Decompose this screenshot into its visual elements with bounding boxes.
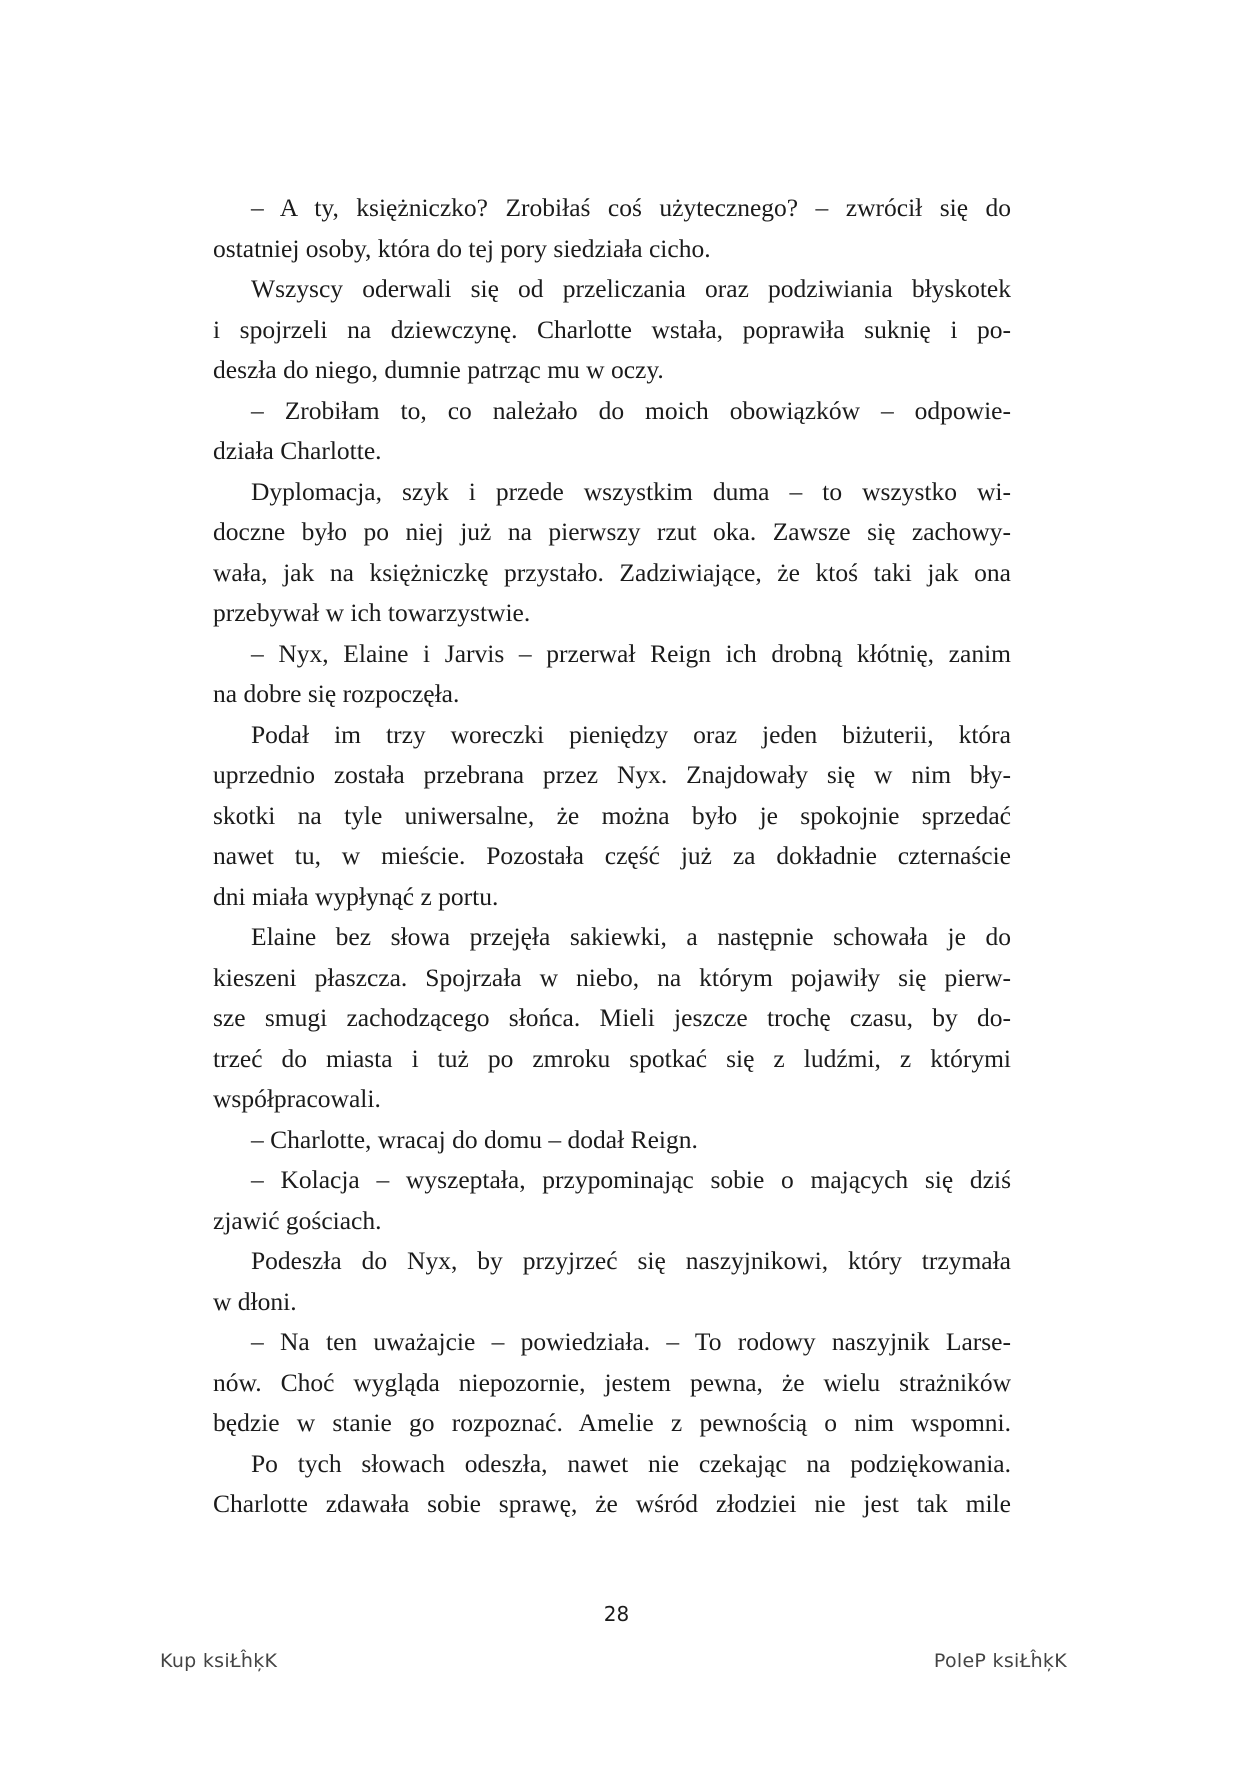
text-line: będzie w stanie go rozpoznać. Amelie z pewnością o nim wspomni.	[213, 1408, 1011, 1437]
text-line: kieszeni płaszcza. Spojrzała w niebo, na którym pojawiły się pierw-	[213, 962, 1011, 992]
text-line: Dyplomacja, szyk i przede wszystkim duma – to wszystko wi-	[251, 476, 1011, 506]
text-line: uprzednio została przebrana przez Nyx. Znajdowały się w nim bły-	[213, 760, 1011, 789]
text-line: Podał im trzy woreczki pieniędzy oraz jeden biżuterii, która	[251, 719, 1011, 749]
text-line: – A ty, księżniczko? Zrobiłaś coś użytecznego? – zwrócił się do	[251, 193, 1011, 222]
text-line: – Kolacja – wyszeptała, przypominając sobie o mających się dziś	[251, 1165, 1011, 1194]
text-line: w dłoni.	[213, 1286, 297, 1316]
text-line: wała, jak na księżniczkę przystało. Zadziwiające, że ktoś taki jak ona	[213, 557, 1011, 587]
text-line: sze smugi zachodzącego słońca. Mieli jeszcze trochę czasu, by do-	[213, 1003, 1011, 1032]
text-line: skotki na tyle uniwersalne, że można było je spokojnie sprzedać	[213, 800, 1011, 830]
text-line: nawet tu, w mieście. Pozostała część już za dokładnie czternaście	[213, 841, 1011, 870]
text-line: – Zrobiłam to, co należało do moich obowiązków – odpowie-	[251, 395, 1011, 425]
text-line: Charlotte zdawała sobie sprawę, że wśród złodziei nie jest tak mile	[213, 1489, 1011, 1518]
text-line: Podeszła do Nyx, by przyjrzeć się naszyjnikowi, który trzymała	[251, 1246, 1011, 1275]
text-line: – Nyx, Elaine i Jarvis – przerwał Reign ich drobną kłótnię, zanim	[251, 638, 1011, 668]
text-line: i spojrzeli na dziewczynę. Charlotte wstała, poprawiła suknię i po-	[213, 314, 1011, 344]
text-line: ostatniej osoby, która do tej pory siedziała cicho.	[213, 233, 711, 263]
text-line: trzeć do miasta i tuż po zmroku spotkać się z ludźmi, z którymi	[213, 1043, 1011, 1073]
text-line: deszła do niego, dumnie patrząc mu w oczy.	[213, 355, 664, 384]
text-line: – Na ten uważajcie – powiedziała. – To rodowy naszyjnik Larse-	[251, 1327, 1011, 1356]
text-line: – Charlotte, wracaj do domu – dodał Reign.	[251, 1124, 698, 1154]
text-line: na dobre się rozpoczęła.	[213, 679, 460, 708]
text-line: Po tych słowach odeszła, nawet nie czekając na podziękowania.	[251, 1448, 1011, 1478]
text-line: nów. Choć wygląda niepozornie, jestem pewna, że wielu strażników	[213, 1367, 1011, 1397]
text-line: działa Charlotte.	[213, 436, 382, 465]
page-number: 28	[603, 1602, 630, 1626]
footer-buy-link[interactable]: Kup ksiŁĥķK	[160, 1650, 278, 1672]
text-line: zjawić gościach.	[213, 1205, 382, 1235]
text-line: Wszyscy oderwali się od przeliczania oraz podziwiania błyskotek	[251, 274, 1011, 303]
text-line: dni miała wypłynąć z portu.	[213, 881, 499, 911]
footer-recommend-link[interactable]: PoleP ksiŁĥķK	[933, 1650, 1067, 1672]
body-text	[213, 188, 1011, 1525]
text-line: przebywał w ich towarzystwie.	[213, 598, 531, 627]
text-line: Elaine bez słowa przejęła sakiewki, a następnie schowała je do	[251, 922, 1011, 951]
text-line: doczne było po niej już na pierwszy rzut oka. Zawsze się zachowy-	[213, 517, 1011, 546]
text-line: współpracowali.	[213, 1084, 381, 1113]
